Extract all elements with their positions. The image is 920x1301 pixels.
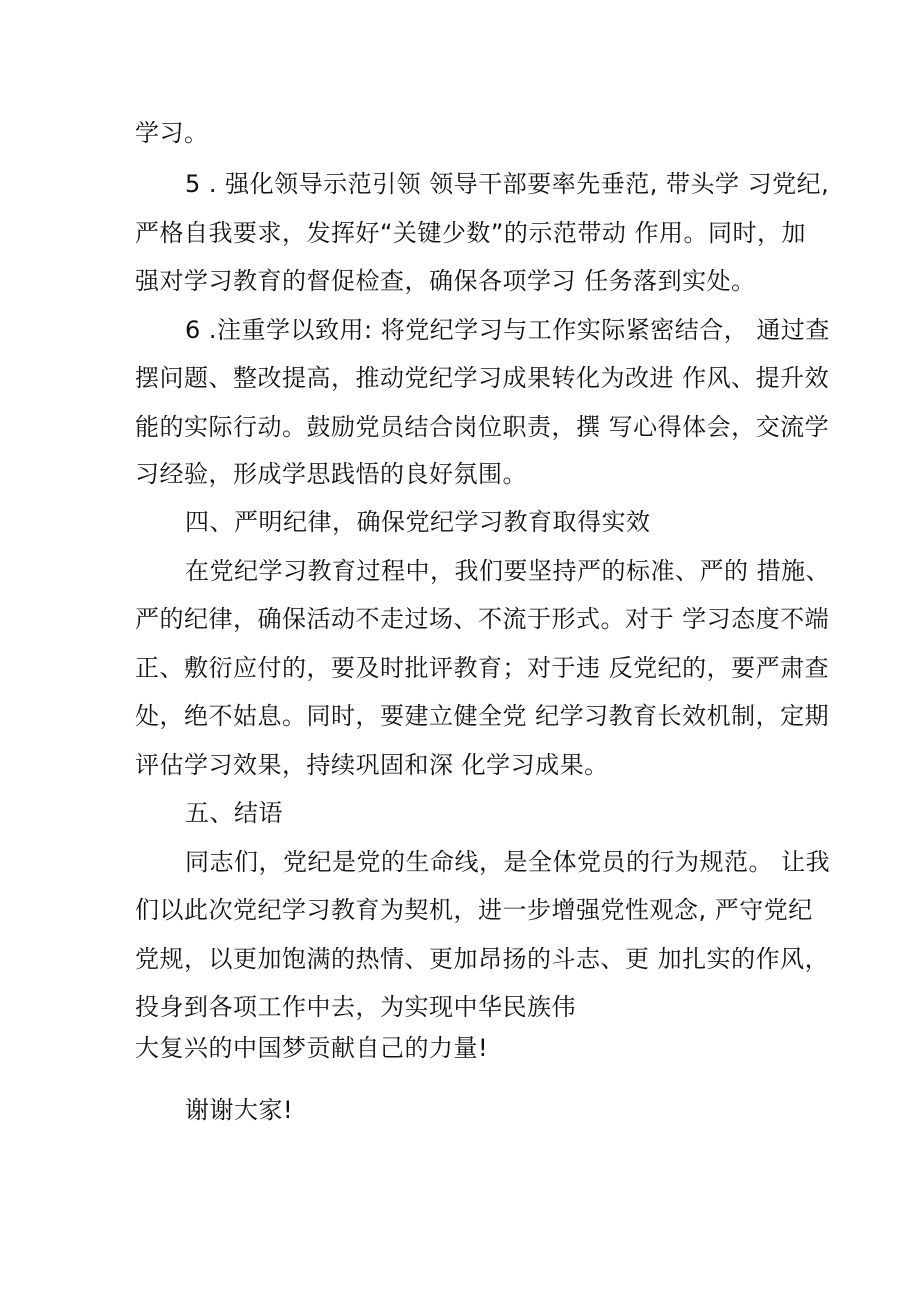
text-line: 党规，以更加饱满的热情、更加昂扬的斗志、更 加扎实的作风， (135, 945, 830, 973)
text-line: 学习。 (135, 119, 209, 147)
text-line: 投身到各项工作中去，为实现中华民族伟 (135, 993, 576, 1021)
text-line: 同志们，党纪是党的生命线，是全体党员的行为规范。 让我 (185, 848, 831, 876)
text-line: 严格自我要求，发挥好“关键少数”的示范带动 作用。同时，加 (135, 219, 806, 247)
text-line: 6 .注重学以致用: 将党纪学习与工作实际紧密结合， 通过查 (185, 316, 830, 344)
section-heading: 四、严明纪律，确保党纪学习教育取得实效 (185, 508, 651, 536)
text-line: 习经验，形成学思践悟的良好氛围。 (135, 460, 527, 488)
section-heading: 五、结语 (185, 799, 283, 827)
text-line: 们以此次党纪学习教育为契机，进一步增强党性观念, 严守党纪 (135, 896, 813, 924)
text-line: 5 . 强化领导示范引领 领导干部要率先垂范, 带头学 习党纪, (185, 170, 830, 198)
text-line: 摆问题、整改提高，推动党纪学习成果转化为改进 作风、提升效 (135, 364, 830, 392)
text-line: 严的纪律，确保活动不走过场、不流于形式。对于 学习态度不端 (135, 605, 830, 633)
text-line: 强对学习教育的督促检查，确保各项学习 任务落到实处。 (135, 267, 756, 295)
text-line: 处，绝不姑息。同时，要建立健全党 纪学习教育长效机制，定期 (135, 702, 830, 730)
text-line: 能的实际行动。鼓励党员结合岗位职责，撰 写心得体会，交流学 (135, 413, 830, 441)
closing-line: 谢谢大家! (185, 1096, 294, 1124)
text-line: 在党纪学习教育过程中，我们要坚持严的标准、严的 措施、 (185, 557, 831, 585)
text-line: 正、敷衍应付的，要及时批评教育；对于违 反党纪的，要严肃查 (135, 654, 830, 682)
text-line: 大复兴的中国梦贡献自己的力量! (135, 1034, 489, 1062)
text-line: 评估学习效果，持续巩固和深 化学习成果。 (135, 751, 609, 779)
